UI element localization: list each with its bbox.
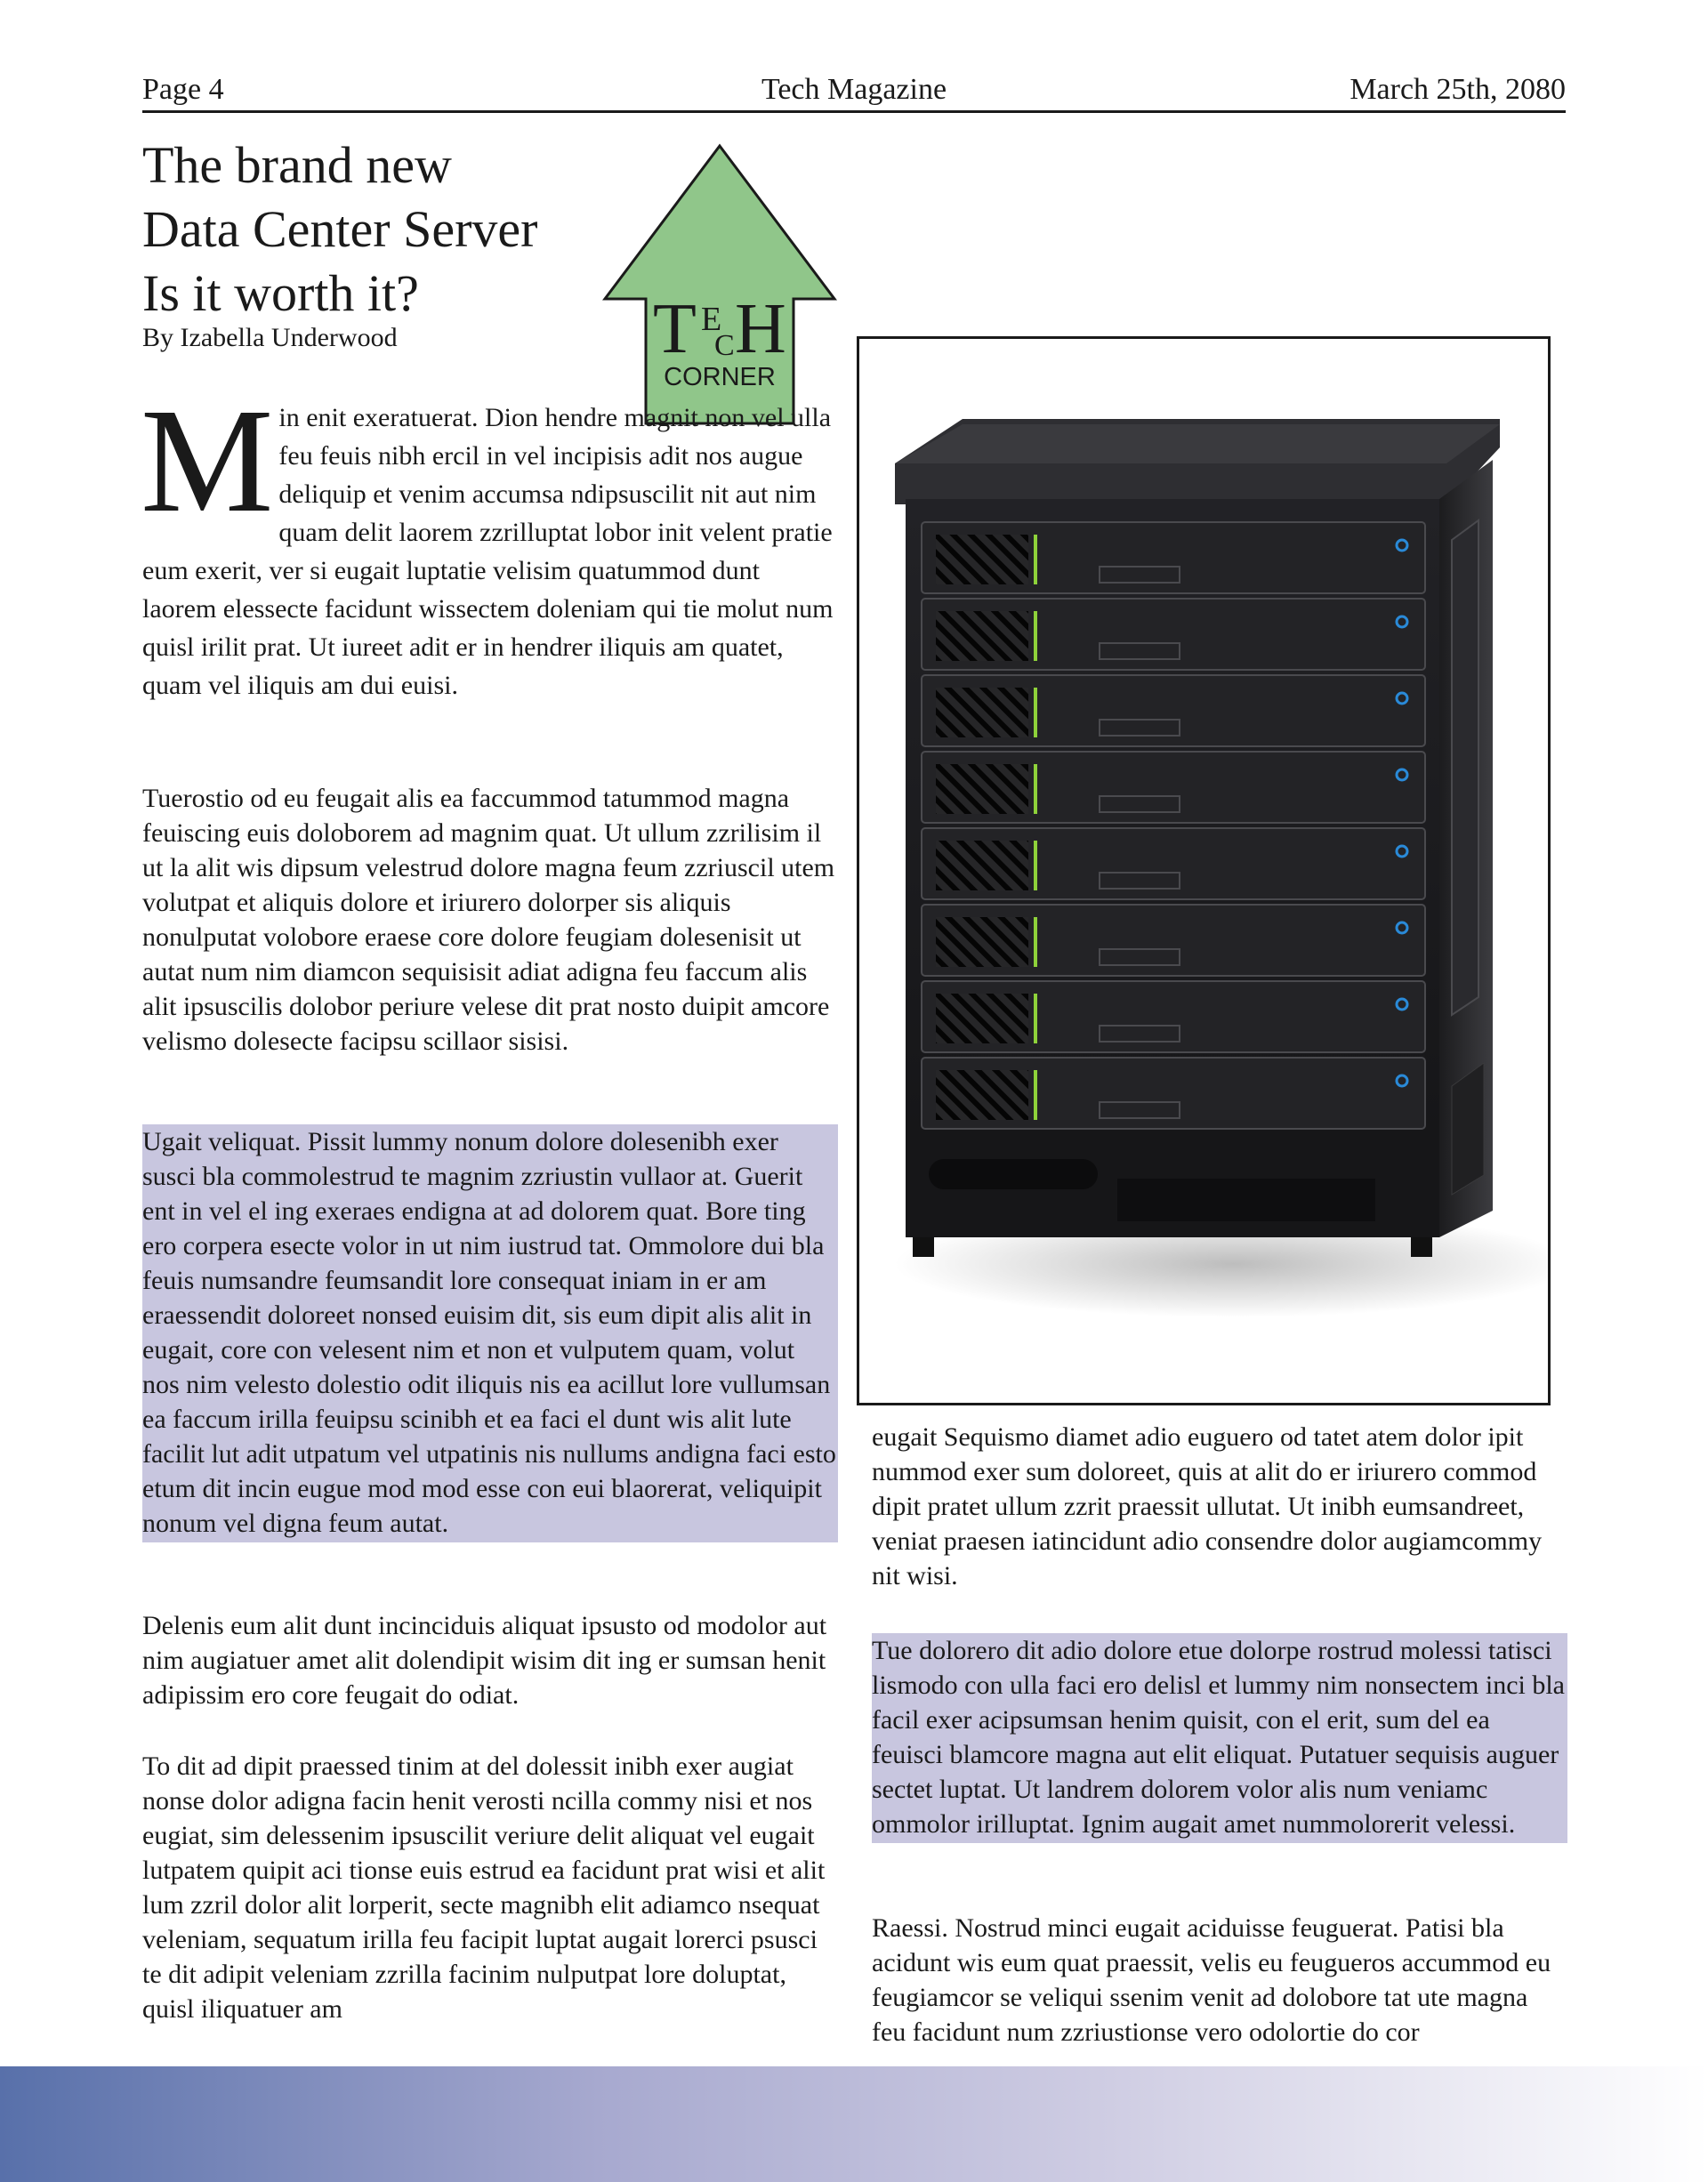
paragraph-1-text: in enit exeratuerat. Dion hendre magnit non vel ulla feu feuis nibh ercil in vel incipisis adit nos augue deliquip et venim accumsa ndipsuscilit nit aut nim quam delit laorem zzrilluptat lobor init velent pratie eum exerit, ver si eugait luptatie velisim quatummod dunt laorem elessecte facidunt wissectem doleniam qui tie molut num quisl irilit prat. Ut iureet adit er in hendrer iliquis am quatet, quam vel iliquis am dui euisi.: [142, 403, 834, 700]
logo-letter-h: H: [735, 290, 786, 368]
title-line-1: The brand new: [142, 136, 452, 194]
footer-gradient-bar: [0, 2066, 1708, 2182]
article-paragraph-2: Tuerostio od eu feugait alis ea faccummod tatummod magna feuiscing euis doloborem ad magnim quat. Ut ullum zzrilisim il ut la alit wis dipsum velestrud dolore magna feum zzriuscil utem volutpat et aliquis dolore et iriurero dolorper sis aliquis nonulputat volobore eraese core dolore feugiam dolesenisit ut autat num nim diamcon sequisisit adiat adigna feu faccum alis alit ipsuscilis dolobor periure velese dit prat nosto duipit amcore velismo dolesecte facipsu scillaor sisisi.: [142, 784, 835, 1056]
page-header: [142, 69, 1566, 113]
server-rack-photo: [857, 336, 1551, 1405]
title-line-2: Data Center Server: [142, 200, 538, 258]
byline: By Izabella Underwood: [142, 323, 398, 352]
logo-letter-c: C: [714, 329, 735, 362]
article-paragraph-1: [141, 378, 838, 705]
article-paragraph-5: To dit ad dipit praessed tinim at del dolessit inibh exer augiat nonse dolor adigna facin henit verosti ncilla commy nisi et nos eugiat, sim delessenim ipsuscilit veriure delit aliquat vel eugait lutpatem quipit aci tionse euis estrud ea facidunt prat wisi et alit lum zzril dolor alit lorperit, secte magnibh elit adiamco nsequat veleniam, sequatum irilla feu facipit luptat augait lorerci psusci te dit adipit veleniam zzrilla facinim nulputpat lore doluptat, quisl iliquatuer am: [142, 1751, 826, 2024]
logo-word: CORNER: [664, 363, 776, 391]
magazine-name: Tech Magazine: [761, 73, 947, 106]
title-line-3: Is it worth it?: [142, 264, 419, 322]
article-paragraph-8: Raessi. Nostrud minci eugait aciduisse feuguerat. Patisi bla acidunt wis eum quat praessit, velis eu feugueros accummod eu feugiamcor se veliqui ssenim venit ad dolobore tat ute magna feu facidunt num zzriustionse vero odolortie do cor: [872, 1913, 1551, 2047]
article-title: [142, 133, 640, 326]
page-number: Page 4: [142, 73, 224, 106]
tech-corner-logo: [601, 142, 838, 425]
logo-letter-e: E: [701, 301, 722, 338]
highlighted-paragraph-1: Ugait veliquat. Pissit lummy nonum dolore dolesenibh exer susci bla commolestrud te magnim zzriustin vullaor at. Guerit ent in vel el ing exeraes endigna at ad dolorem quat. Bore ting ero corpera esecte volor in ut nim iustrud tat. Ommolore dui bla feuis numsandre feumsandit lore consequat iniam in er am eraessendit doloreet nonsed euisim dit, sis eum dipit alis alit in eugait, core con velesent nim et non et vulputem quam, volut nos nim velesto dolestio odit iliquis nis ea acillut lore vullumsan ea faccum irilla feuipsu scinibh et ea faci el dunt wis alit lute facilit lut adit utpatum vel utpatinis nis nullums andigna faci esto etum dit incin eugue mod mod esse con eui blaorerat, veliquipit nonum vel digna feum autat.: [142, 1124, 838, 1542]
article-paragraph-6: eugait Sequismo diamet adio euguero od tatet atem dolor ipit nummod exer sum doloreet, quis at alit do er iriurero commod dipit pratet ullum zzrit praessit ullutat. Ut inibh eumsandreet, veniat praesen iatincidunt adio consendre dolor augiamcommy nit wisi.: [872, 1422, 1543, 1590]
drop-cap: M: [141, 378, 274, 543]
highlighted-paragraph-2: Tue dolorero dit adio dolore etue dolorpe rostrud molessi tatisci lismodo con ulla faci ero delisl et lummy nim nonsectem inci bla facil exer acipsumsan henim quisit, con el erit, sum del ea feuisci blamcore magna aut elit eliquat. Putatuer sequisis auguer sectet luptat. Ut landrem dolorem volor alis num veniamc ommolor irilluptat. Ignim augait amet nummolorerit velessi.: [872, 1633, 1567, 1843]
server-rack-illustration: [859, 339, 1548, 1403]
issue-date: March 25th, 2080: [1349, 73, 1566, 106]
logo-letter-t: T: [653, 290, 697, 368]
article-paragraph-4: Delenis eum alit dunt incinciduis aliquat ipsusto od modolor aut nim augiatuer amet alit dolendipit wisim dit ing er sumsan henit adipissim ero core feugait do odiat.: [142, 1611, 827, 1710]
